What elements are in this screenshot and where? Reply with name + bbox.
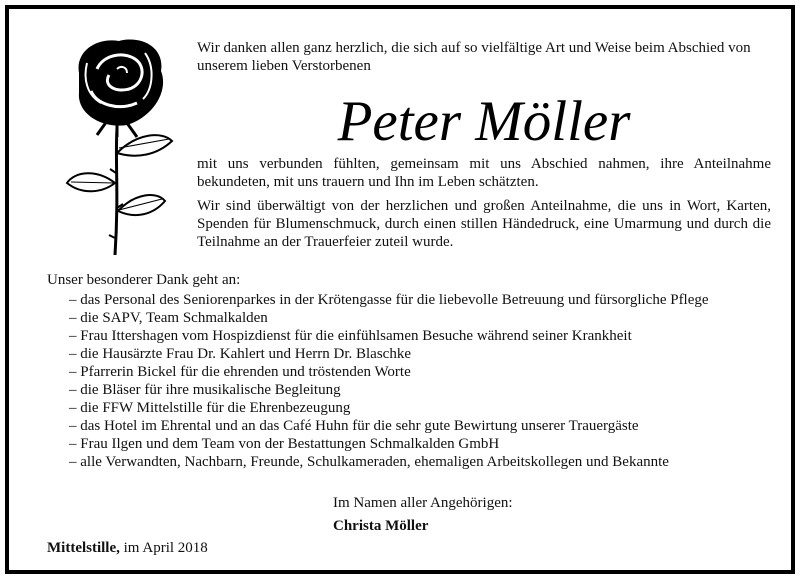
signature-line: Im Namen aller Angehörigen: — [333, 495, 513, 511]
place-date — [47, 539, 208, 557]
list-item: – das Personal des Seniorenparkes in der Krötengasse für die liebevolle Betreuung und fürsorgliche Pflege — [69, 292, 709, 308]
list-item: – Pfarrerin Bickel für die ehrenden und tröstenden Worte — [69, 364, 411, 380]
list-item: – das Hotel im Ehrental und an das Café Huhn für die sehr gute Bewirtung unserer Trauergäste — [69, 418, 639, 434]
list-item: – Frau Ilgen und dem Team von der Bestattungen Schmalkalden GmbH — [69, 436, 500, 452]
list-item: – die FFW Mittelstille für die Ehrenbezeugung — [69, 400, 351, 416]
list-item: – Frau Ittershagen vom Hospizdienst für die einfühlsamen Besuche während seiner Krankheit — [69, 328, 632, 344]
signature-name: Christa Möller — [333, 518, 429, 534]
obituary-frame — [5, 5, 795, 574]
deceased-name: Peter Möller — [337, 90, 631, 153]
list-item: – die SAPV, Team Schmalkalden — [69, 310, 268, 326]
thanks-heading: Unser besonderer Dank geht an: — [47, 272, 241, 288]
rose-icon — [57, 33, 187, 255]
paragraph-1: mit uns verbunden fühlten, gemeinsam mit uns Abschied nahmen, ihre Anteilnahme bekundeten, mit uns trauern und Ihn im Leben schätzten. — [197, 156, 771, 190]
paragraph-2: Wir sind überwältigt von der herzlichen und großen Anteilnahme, die uns in Wort, Karten, Spenden für Blumenschmuck, durch einen stillen Händedruck, eine Umarmung und durch die Teilnahme an der Trauerfeier zuteil wurde. — [197, 198, 771, 250]
intro-text: Wir danken allen ganz herzlich, die sich auf so vielfältige Art und Weise beim Abschied von unserem lieben Verstorbenen — [197, 40, 751, 74]
list-item: – die Hausärzte Frau Dr. Kahlert und Herrn Dr. Blaschke — [69, 346, 411, 362]
list-item: – alle Verwandten, Nachbarn, Freunde, Schulkameraden, ehemaligen Arbeitskollegen und Bekannte — [69, 454, 669, 470]
list-item: – die Bläser für ihre musikalische Begleitung — [69, 382, 341, 398]
thanks-list — [69, 291, 709, 471]
place-name: Mittelstille, — [47, 540, 120, 556]
date-text: im April 2018 — [123, 540, 208, 556]
